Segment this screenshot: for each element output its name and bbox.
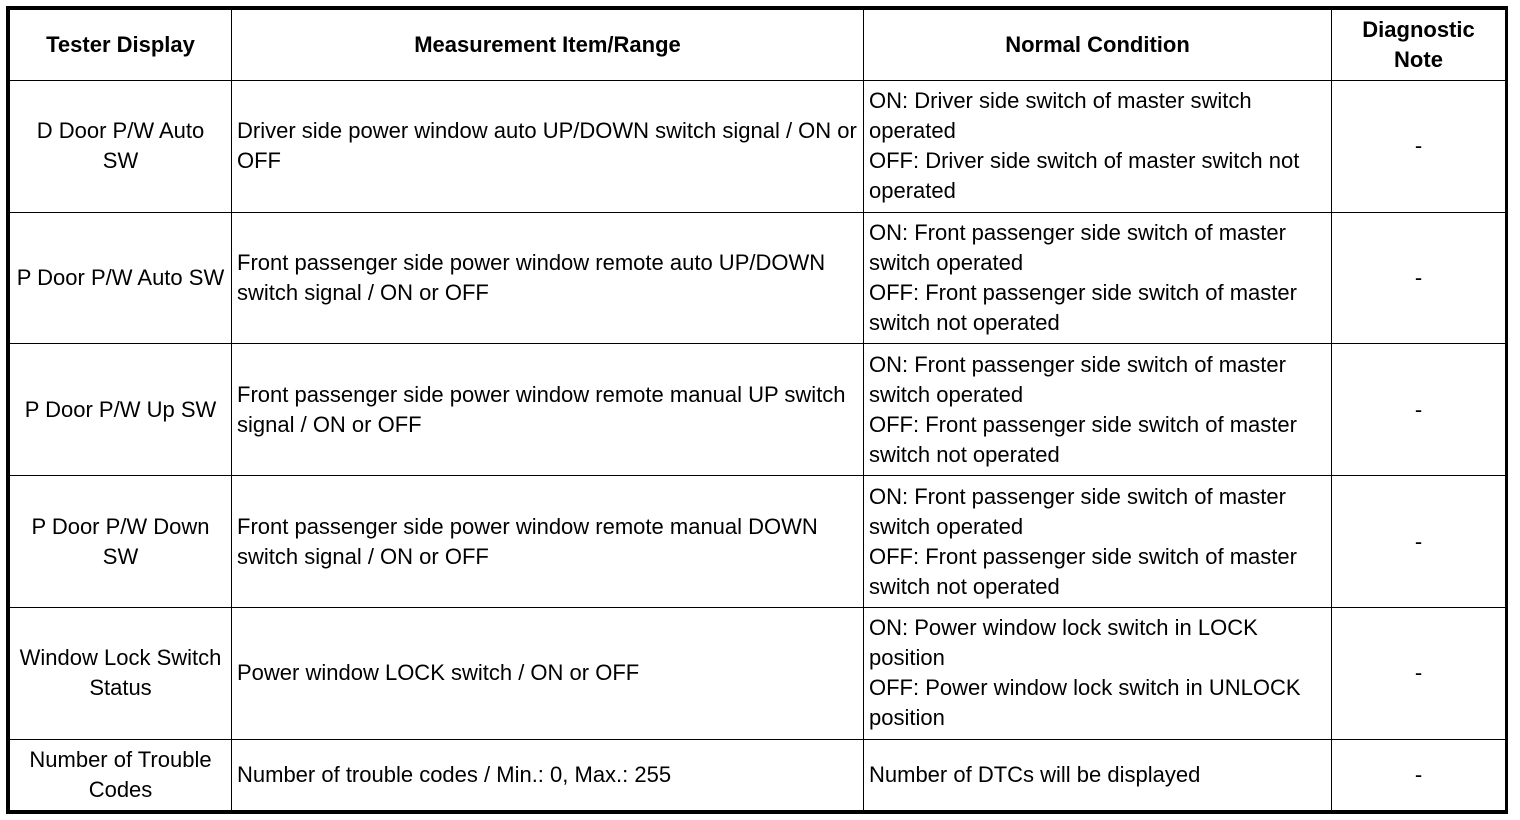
header-diagnostic-note: Diagnostic Note [1332, 10, 1506, 81]
cell-measurement: Number of trouble codes / Min.: 0, Max.: 255 [232, 739, 864, 810]
data-list-table [9, 9, 1506, 811]
normal-off-text: OFF: Driver side switch of master switch not operated [869, 148, 1300, 204]
cell-tester-display: D Door P/W Auto SW [10, 81, 232, 213]
normal-off-text: OFF: Power window lock switch in UNLOCK position [869, 675, 1301, 731]
cell-normal-condition [864, 344, 1332, 476]
header-normal-condition: Normal Condition [864, 10, 1332, 81]
normal-on-text: ON: Power window lock switch in LOCK position [869, 615, 1258, 671]
cell-normal-condition [864, 607, 1332, 739]
table-row [10, 81, 1506, 213]
table-row [10, 344, 1506, 476]
normal-on-text: ON: Driver side switch of master switch operated [869, 88, 1252, 144]
normal-on-text: Number of DTCs will be displayed [869, 761, 1201, 787]
cell-tester-display: P Door P/W Down SW [10, 476, 232, 608]
cell-diagnostic-note: - [1332, 212, 1506, 344]
cell-diagnostic-note: - [1332, 81, 1506, 213]
cell-tester-display: Number of Trouble Codes [10, 739, 232, 810]
normal-on-text: ON: Front passenger side switch of master switch operated [869, 351, 1286, 407]
header-measurement: Measurement Item/Range [232, 10, 864, 81]
table-row [10, 212, 1506, 344]
cell-measurement: Power window LOCK switch / ON or OFF [232, 607, 864, 739]
normal-off-text: OFF: Front passenger side switch of master switch not operated [869, 280, 1297, 336]
normal-off-text: OFF: Front passenger side switch of master switch not operated [869, 543, 1297, 599]
cell-normal-condition [864, 739, 1332, 810]
normal-off-text: OFF: Front passenger side switch of master switch not operated [869, 411, 1297, 467]
cell-measurement: Front passenger side power window remote manual UP switch signal / ON or OFF [232, 344, 864, 476]
cell-tester-display: Window Lock Switch Status [10, 607, 232, 739]
cell-measurement: Driver side power window auto UP/DOWN switch signal / ON or OFF [232, 81, 864, 213]
data-list-table-container [6, 6, 1508, 814]
table-row [10, 739, 1506, 810]
cell-diagnostic-note: - [1332, 344, 1506, 476]
table-row [10, 607, 1506, 739]
cell-tester-display: P Door P/W Auto SW [10, 212, 232, 344]
cell-diagnostic-note: - [1332, 739, 1506, 810]
cell-normal-condition [864, 476, 1332, 608]
cell-diagnostic-note: - [1332, 607, 1506, 739]
cell-normal-condition [864, 81, 1332, 213]
cell-diagnostic-note: - [1332, 476, 1506, 608]
header-row [10, 10, 1506, 81]
normal-on-text: ON: Front passenger side switch of master switch operated [869, 483, 1286, 539]
cell-normal-condition [864, 212, 1332, 344]
cell-measurement: Front passenger side power window remote manual DOWN switch signal / ON or OFF [232, 476, 864, 608]
normal-on-text: ON: Front passenger side switch of master switch operated [869, 220, 1286, 276]
cell-tester-display: P Door P/W Up SW [10, 344, 232, 476]
table-row [10, 476, 1506, 608]
cell-measurement: Front passenger side power window remote auto UP/DOWN switch signal / ON or OFF [232, 212, 864, 344]
header-tester-display: Tester Display [10, 10, 232, 81]
